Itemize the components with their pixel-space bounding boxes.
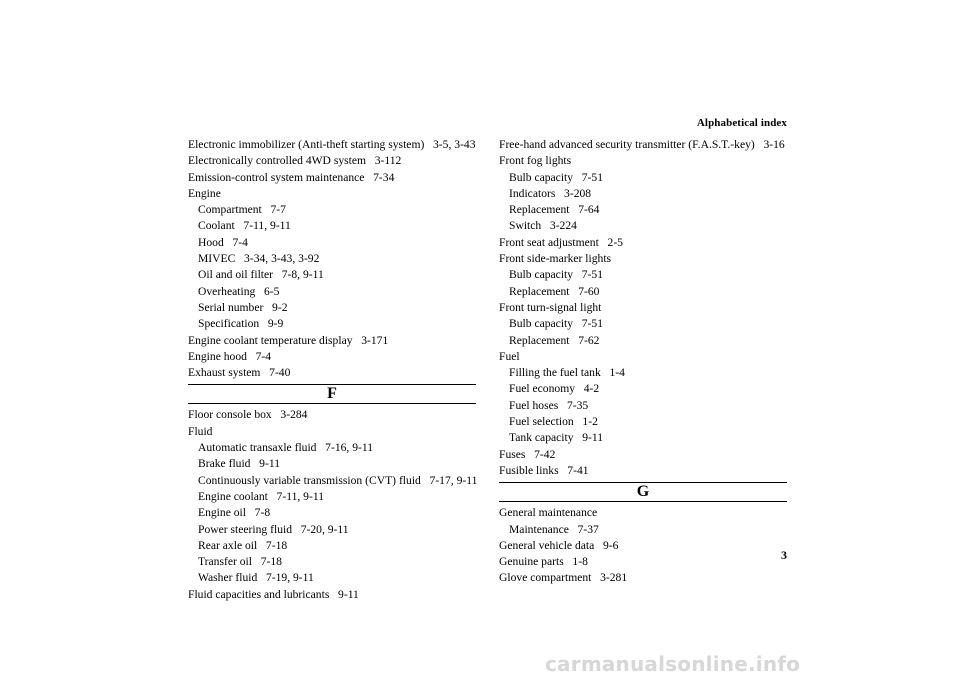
index-subentry: Fuel hoses 7-35 xyxy=(509,398,589,412)
watermark: carmanualsonline.info xyxy=(545,652,801,676)
index-subentry: Filling the fuel tank 1-4 xyxy=(509,366,625,380)
index-entry: General maintenance xyxy=(499,506,598,520)
index-subentry: Bulb capacity 7-51 xyxy=(509,317,604,331)
index-subentry: Automatic transaxle fluid 7-16, 9-11 xyxy=(198,441,374,455)
index-entry: Emission-control system maintenance 7-34 xyxy=(188,170,395,184)
index-subentry: Specification 9-9 xyxy=(198,317,284,331)
page-header: Alphabetical index xyxy=(696,117,787,129)
index-entry: Fluid xyxy=(188,424,213,438)
index-subentry: Coolant 7-11, 9-11 xyxy=(198,219,291,233)
index-subentry: Continuously variable transmission (CVT) fluid 7-17, 9-11 xyxy=(198,473,478,487)
index-subentry: Rear axle oil 7-18 xyxy=(198,538,288,552)
index-subentry: Engine coolant 7-11, 9-11 xyxy=(198,489,324,503)
index-letter-heading: F xyxy=(188,384,476,404)
index-subentry: Tank capacity 9-11 xyxy=(509,431,604,445)
index-entry: Glove compartment 3-281 xyxy=(499,571,628,585)
index-entry: General vehicle data 9-6 xyxy=(499,538,619,552)
index-entry: Engine hood 7-4 xyxy=(188,349,272,363)
index-subentry: Bulb capacity 7-51 xyxy=(509,170,604,184)
index-entry: Floor console box 3-284 xyxy=(188,408,308,422)
index-entry: Fuel xyxy=(499,349,520,363)
index-subentry: Compartment 7-7 xyxy=(198,203,286,217)
index-subentry: Washer fluid 7-19, 9-11 xyxy=(198,571,314,585)
index-subentry: Switch 3-224 xyxy=(509,219,577,233)
index-subentry: Oil and oil filter 7-8, 9-11 xyxy=(198,268,324,282)
index-subentry: Bulb capacity 7-51 xyxy=(509,268,604,282)
index-subentry: Maintenance 7-37 xyxy=(509,522,599,536)
index-subentry: Replacement 7-60 xyxy=(509,284,600,298)
index-entry: Engine coolant temperature display 3-171 xyxy=(188,333,389,347)
index-subentry: Fuel selection 1-2 xyxy=(509,415,598,429)
index-entry: Front side-marker lights xyxy=(499,252,612,266)
index-entry: Front fog lights xyxy=(499,154,572,168)
index-subentry: Replacement 7-62 xyxy=(509,333,600,347)
index-subentry: Fuel economy 4-2 xyxy=(509,382,600,396)
index-subentry: Transfer oil 7-18 xyxy=(198,555,282,569)
index-letter-heading: G xyxy=(499,482,787,502)
index-entry: Exhaust system 7-40 xyxy=(188,366,291,380)
index-entry: Genuine parts 1-8 xyxy=(499,555,588,569)
page-number: 3 xyxy=(781,548,787,562)
index-subentry: Serial number 9-2 xyxy=(198,300,288,314)
index-entry: Fuses 7-42 xyxy=(499,447,556,461)
index-entry: Free-hand advanced security transmitter (F.A.S.T.-key) 3-16 xyxy=(499,138,785,151)
index-subentry: Power steering fluid 7-20, 9-11 xyxy=(198,522,349,536)
index-column-right xyxy=(499,137,787,587)
index-subentry: Indicators 3-208 xyxy=(509,186,592,200)
index-entry: Electronic immobilizer (Anti-theft starting system) 3-5, 3-43 xyxy=(188,138,476,151)
index-subentry: Replacement 7-64 xyxy=(509,203,600,217)
index-entry: Front seat adjustment 2-5 xyxy=(499,235,623,249)
index-entry: Fluid capacities and lubricants 9-11 xyxy=(188,587,359,601)
index-entry: Front turn-signal light xyxy=(499,300,602,314)
index-entry: Electronically controlled 4WD system 3-112 xyxy=(188,154,402,168)
index-subentry: Brake fluid 9-11 xyxy=(198,457,280,471)
index-subentry: MIVEC 3-34, 3-43, 3-92 xyxy=(198,252,320,266)
index-column-left xyxy=(188,137,476,603)
index-entry: Engine xyxy=(188,186,221,200)
index-subentry: Hood 7-4 xyxy=(198,235,248,249)
index-subentry: Overheating 6-5 xyxy=(198,284,280,298)
index-entry: Fusible links 7-41 xyxy=(499,463,589,477)
index-subentry: Engine oil 7-8 xyxy=(198,506,271,520)
